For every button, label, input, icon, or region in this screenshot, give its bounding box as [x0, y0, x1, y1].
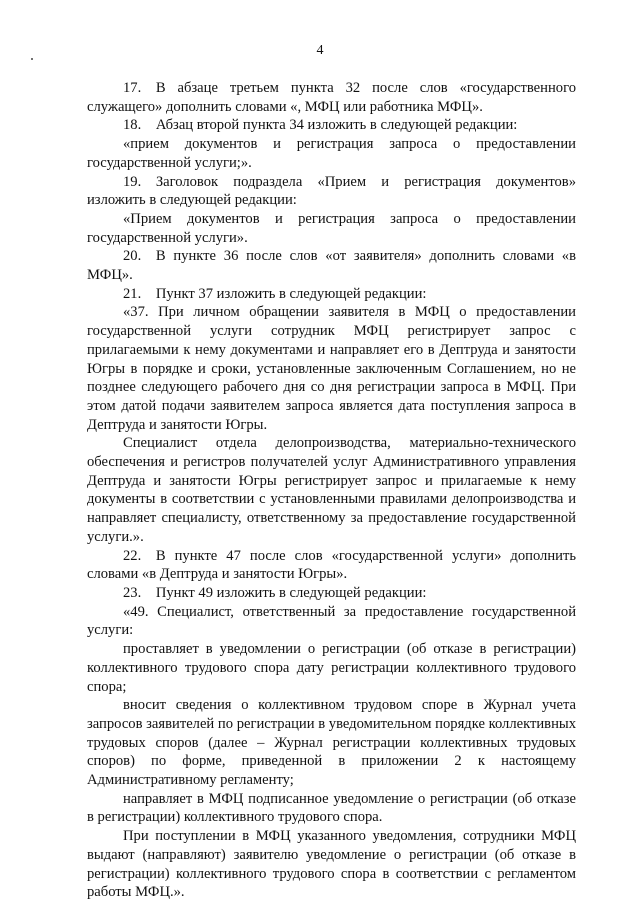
paragraph-item-23: 23. Пункт 49 изложить в следующей редакции:: [123, 584, 427, 601]
paragraph-item-17: 17. В абзаце третьем пункта 32 после слов «государственного служащего» дополнить словами «, МФЦ или работника МФЦ».: [87, 80, 576, 115]
paragraph-item-20: 20. В пункте 36 после слов «от заявителя» дополнить словами «в МФЦ».: [87, 248, 576, 284]
paragraph-quote-34: «прием документов и регистрация запроса о предоставлении государственной услуги;».: [87, 136, 576, 171]
paragraph-item-21: 21. Пункт 37 изложить в следующей редакции:: [123, 285, 427, 302]
paragraph-item-22: 22. В пункте 47 после слов «государственной услуги» дополнить словами «в Дептруда и занятости Югры».: [87, 547, 576, 583]
paragraph-journal: вносит сведения о коллективном трудовом споре в Журнал учета запросов заявителей по регистрации в уведомительном порядке коллективных трудовых споров (далее – Журнал регистрации коллективных трудовых споров) по форме, приведенной в приложении 2 к настоящему Административному регламенту;: [87, 697, 576, 789]
paragraph-item-19: 19. Заголовок подраздела «Прием и регистрация документов» изложить в следующей редакции:: [87, 173, 576, 209]
paragraph-quote-37: «37. При личном обращении заявителя в МФЦ о предоставлении государственной услуги сотрудник МФЦ регистрирует запрос с прилагаемыми к нему документами и направляет его в Дептруда и занятости Югры в порядке и сроки, установленные заключенным Соглашением, но не позднее следующего рабочего дня со дня регистрации запроса в МФЦ. При этом датой подачи заявителем запроса является дата поступления запроса в Дептруда и занятости Югры.: [87, 304, 576, 433]
document-body: [87, 79, 576, 902]
paragraph-specialist: Специалист отдела делопроизводства, материально-технического обеспечения и регистров получателей услуг Административного управления Дептруда и занятости Югры регистрирует запрос и прилагаемые к нему документы в соответствии с установленными правилами делопроизводства и направляет специалисту, ответственному за предоставление государственной услуги.».: [87, 435, 576, 545]
paragraph-sends: направляет в МФЦ подписанное уведомление о регистрации (об отказе в регистрации) коллективного трудового спора.: [87, 790, 576, 826]
paragraph-item-18: 18. Абзац второй пункта 34 изложить в следующей редакции:: [123, 117, 518, 134]
paragraph-stamps: проставляет в уведомлении о регистрации (об отказе в регистрации) коллективного трудового спора дату регистрации коллективного трудового спора;: [87, 641, 576, 695]
paragraph-mfc-issue: При поступлении в МФЦ указанного уведомления, сотрудники МФЦ выдают (направляют) заявителю уведомление о регистрации (об отказе в регистрации) коллективного трудового спора в соответствии с регламентом работы МФЦ.».: [87, 828, 576, 901]
paragraph-quote-49: «49. Специалист, ответственный за предоставление государственной услуги:: [87, 603, 576, 639]
page-number: 4: [316, 43, 324, 58]
paragraph-quote-heading: «Прием документов и регистрация запроса о предоставлении государственной услуги».: [87, 210, 576, 246]
